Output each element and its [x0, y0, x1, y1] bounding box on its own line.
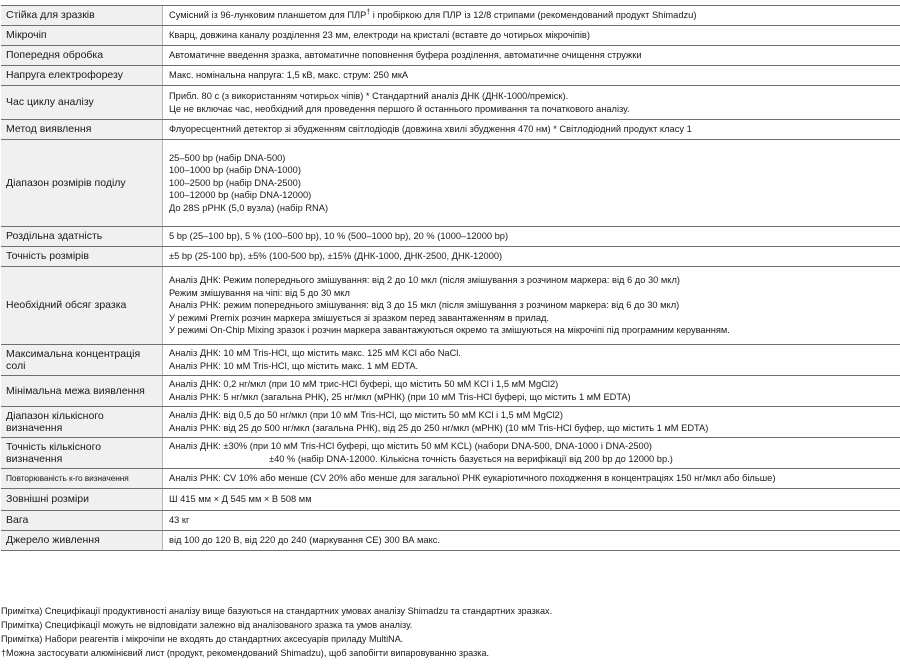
spec-value-line: Аналіз РНК: режим попереднього змішування: від 3 до 15 мкл (після змішування з розчином маркера: від 6 до 30 мкл)	[169, 300, 680, 311]
spec-row	[1, 26, 900, 46]
specifications-table	[1, 5, 900, 551]
spec-value	[163, 489, 900, 511]
spec-value-line: Аналіз РНК: 10 мМ Tris-HCl, що містить макс. 1 мМ EDTA.	[169, 361, 419, 371]
spec-label: Вага	[1, 511, 163, 531]
spec-value	[163, 120, 900, 140]
spec-row	[1, 511, 900, 531]
spec-row	[1, 140, 900, 227]
spec-value-line: Це не включає час, необхідний для проведення першого й останнього промивання та початкового аналізу.	[169, 103, 630, 114]
spec-value	[163, 140, 900, 227]
spec-value-line: ±5 bp (25-100 bp), ±5% (100-500 bp), ±15% (ДНК-1000, ДНК-2500, ДНК-12000)	[169, 251, 503, 262]
footnote-line: †Можна застосувати алюмінієвий лист (продукт, рекомендований Shimadzu), щоб запобігти випаровуванню зразка.	[1, 648, 490, 659]
spec-row	[1, 438, 900, 469]
spec-value-line: У режимі Premix розчин маркера змішується зі зразком перед завантаженням в прилад.	[169, 312, 549, 323]
spec-row	[1, 6, 900, 26]
spec-value	[163, 46, 900, 66]
spec-value	[163, 376, 900, 407]
spec-value-line: 43 кг	[169, 515, 190, 526]
spec-value-line: Макс. номінальна напруга: 1,5 кВ, макс. струм: 250 мкА	[169, 70, 409, 81]
spec-value-line: Аналіз РНК: 5 нг/мкл (загальна РНК), 25 нг/мкл (мРНК) (при 10 мМ Tris-HCl буфері, що містить 1 мМ EDTA)	[169, 392, 631, 402]
spec-value-line: 100–12000 bp (набір DNA-12000)	[169, 190, 312, 201]
spec-value	[163, 86, 900, 120]
spec-value	[163, 407, 900, 438]
spec-value-line: Автоматичне введення зразка, автоматичне поповнення буфера розділення, автоматичне очищення стружки	[169, 50, 642, 61]
spec-label: Стійка для зразків	[1, 6, 163, 26]
spec-value	[163, 26, 900, 46]
footnote-line: Примітка) Набори реагентів і мікрочіпи не входять до стандартних аксесуарів приладу MultiNA.	[1, 634, 404, 645]
spec-value-line: Аналіз ДНК: від 0,5 до 50 нг/мкл (при 10 мМ Tris-HCl, що містить 50 мМ KCl і 1,5 мМ MgCl2)	[169, 410, 563, 421]
spec-label: Мінімальна межа виявлення	[1, 376, 163, 407]
spec-row	[1, 345, 900, 376]
spec-row	[1, 66, 900, 86]
spec-value-line: Аналіз РНК: CV 10% або менше (CV 20% або менше для загальної РНК еукаріотичного походження в концентраціях 150 нг/мкл або більше)	[169, 473, 776, 484]
spec-value	[163, 247, 900, 267]
spec-row	[1, 46, 900, 66]
spec-value-line: Аналіз ДНК: Режим попереднього змішування: від 2 до 10 мкл (після змішування з розчином маркера: від 6 до 30 мкл)	[169, 275, 680, 286]
spec-label: Максимальна концентрація солі	[1, 345, 163, 376]
spec-value	[163, 345, 900, 376]
spec-label: Діапазон кількісного визначення	[1, 407, 163, 438]
spec-row	[1, 227, 900, 247]
spec-value	[163, 6, 900, 26]
footnote-line: Примітка) Специфікації продуктивності аналізу вище базуються на стандартних умовах аналізу Shimadzu та стандартних зразках.	[1, 606, 553, 616]
spec-row	[1, 531, 900, 551]
spec-label: Мікрочіп	[1, 26, 163, 46]
spec-label: Зовнішні розміри	[1, 489, 163, 511]
footnote-line: Примітка) Специфікації можуть не відповідати залежно від аналізованого зразка та умов аналізу.	[1, 620, 413, 631]
spec-value-line: 100–1000 bp (набір DNA-1000)	[169, 165, 301, 176]
spec-label: Точність кількісного визначення	[1, 438, 163, 469]
footnotes	[1, 604, 899, 660]
spec-value	[163, 531, 900, 551]
spec-row	[1, 407, 900, 438]
spec-label: Час циклу аналізу	[1, 86, 163, 120]
spec-value-line: Аналіз ДНК: 0,2 нг/мкл (при 10 мМ трис-HCl буфері, що містить 50 мМ KCl і 1,5 мМ MgCl2)	[169, 379, 559, 390]
spec-label: Необхідний обсяг зразка	[1, 267, 163, 345]
spec-value	[163, 267, 900, 345]
spec-value-line: Аналіз ДНК: 10 мМ Tris-HCl, що містить макс. 125 мМ KCl або NaCl.	[169, 348, 461, 359]
spec-value-line: Кварц, довжина каналу розділення 23 мм, електроди на кристалі (вставте до чотирьох мікрочіпів)	[169, 30, 590, 41]
spec-row	[1, 376, 900, 407]
spec-value-line: Ш 415 мм × Д 545 мм × В 508 мм	[169, 494, 312, 505]
spec-value-line: 100–2500 bp (набір DNA-2500)	[169, 177, 301, 188]
spec-value-line: До 28S рРНК (5,0 вузла) (набір RNA)	[169, 202, 329, 213]
spec-row	[1, 120, 900, 140]
spec-value-line: У режимі On-Chip Mixing зразок і розчин маркера завантажуються окремо та змішуються на мікрочіпі під програмним керуванням.	[169, 325, 730, 336]
spec-row	[1, 469, 900, 489]
spec-label: Роздільна здатність	[1, 227, 163, 247]
spec-row	[1, 86, 900, 120]
spec-label: Метод виявлення	[1, 120, 163, 140]
spec-label: Повторюваність к-го визначення	[1, 469, 163, 489]
spec-value-line: Аналіз ДНК: ±30% (при 10 мМ Tris-HCl буфері, що містить 50 мМ KCL) (набори DNA-500, DNA-1000 і DNA-2500)	[169, 441, 652, 452]
spec-value-line: Прибл. 80 с (з використанням чотирьох чіпів) * Стандартний аналіз ДНК (ДНК-1000/преміск).	[169, 90, 569, 101]
spec-value-line: ±40 % (набір DNA-12000. Кількісна точність базується на верифікації від 200 bp до 12000 bp.)	[269, 454, 673, 464]
spec-row	[1, 247, 900, 267]
spec-label: Попередня обробка	[1, 46, 163, 66]
spec-value	[163, 227, 900, 247]
spec-value	[163, 66, 900, 86]
spec-value-line: 5 bp (25–100 bp), 5 % (100–500 bp), 10 % (500–1000 bp), 20 % (1000–12000 bp)	[169, 231, 509, 242]
spec-value	[163, 469, 900, 489]
spec-value-line: Флуоресцентний детектор зі збудженням світлодіодів (довжина хвилі збудження 470 нм) * Світлодіодний продукт класу 1	[169, 124, 692, 135]
spec-value-line: Аналіз РНК: від 25 до 500 нг/мкл (загальна РНК), від 25 до 250 нг/мкл (мРНК) (10 мМ Tris-HCl буфер, що містить 1 мМ EDTA)	[169, 423, 709, 433]
spec-value	[163, 438, 900, 469]
spec-value-line: від 100 до 120 В, від 220 до 240 (маркування CE) 300 ВА макс.	[169, 535, 440, 546]
spec-value-line: Режим змішування на чіпі: від 5 до 30 мкл	[169, 287, 350, 298]
spec-value	[163, 511, 900, 531]
spec-label: Точність розмірів	[1, 247, 163, 267]
spec-row	[1, 489, 900, 511]
spec-row	[1, 267, 900, 345]
spec-label: Діапазон розмірів поділу	[1, 140, 163, 227]
spec-label: Напруга електрофорезу	[1, 66, 163, 86]
spec-value-line: 25–500 bp (набір DNA-500)	[169, 152, 286, 163]
spec-label: Джерело живлення	[1, 531, 163, 551]
spec-value-line: Сумісний із 96-лунковим планшетом для ПЛР† і пробіркою для ПЛР із 12/8 стрипами (рекомендований продукт Shimadzu)	[169, 9, 697, 21]
